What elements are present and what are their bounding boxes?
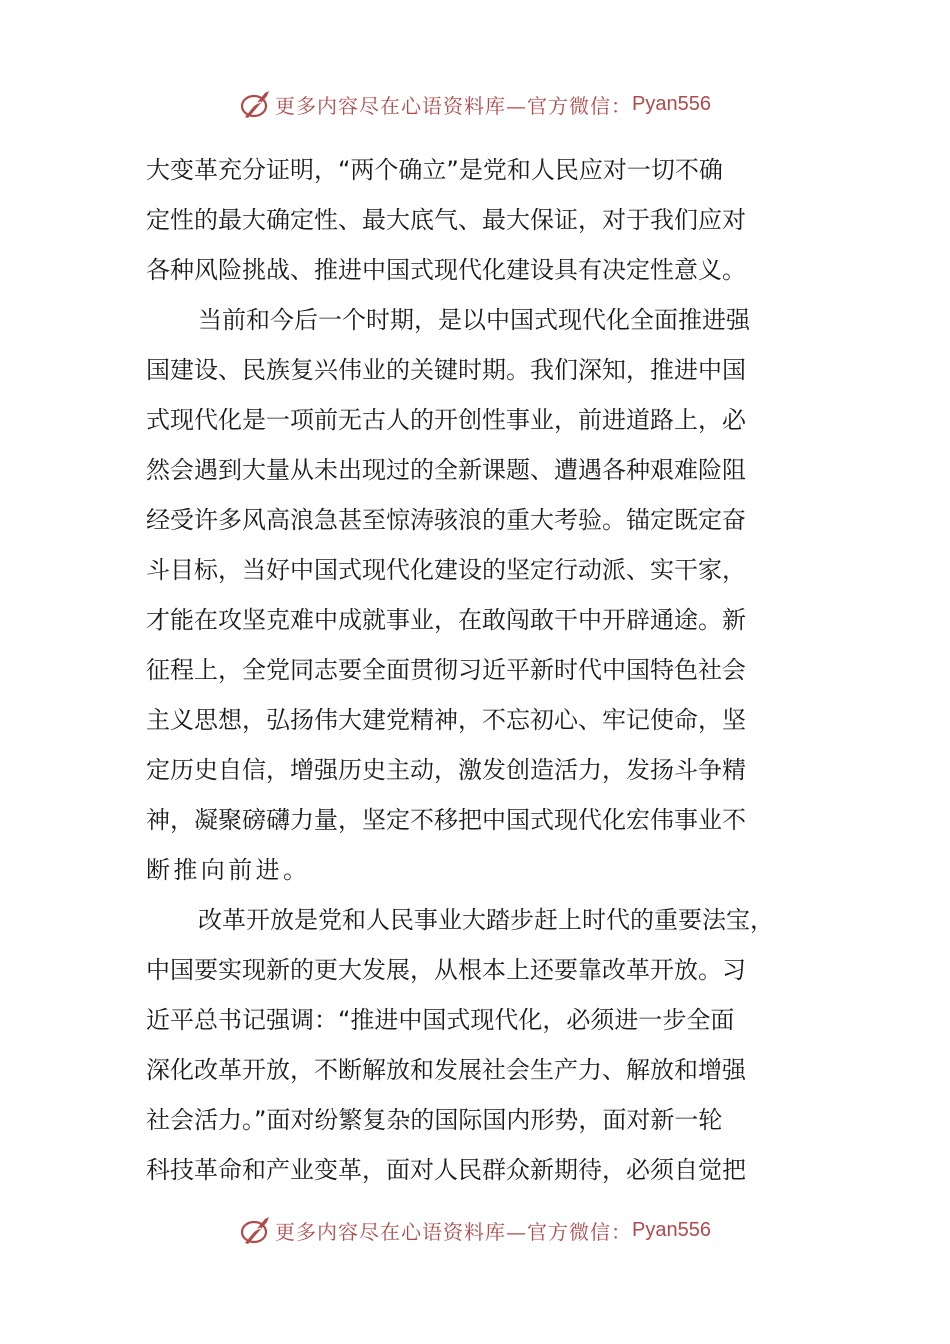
body-text-line: 各种风险挑战、推进中国式现代化建设具有决定性意义。 (146, 256, 746, 284)
body-text-line: 然会遇到大量从未出现过的全新课题、遭遇各种艰难险阻 (146, 456, 746, 484)
body-text-line: 改革开放是党和人民事业大踏步赶上时代的重要法宝， (198, 906, 774, 934)
body-text-line: 国建设、民族复兴伟业的关键时期。我们深知，推进中国 (146, 356, 746, 384)
body-text-line: 斗目标，当好中国式现代化建设的坚定行动派、实干家， (146, 556, 746, 584)
body-text-line: 大变革充分证明，“两个确立”是党和人民应对一切不确 (146, 156, 723, 184)
footer-banner-text: 更多内容尽在心语资料库—官方微信： (275, 1219, 633, 1244)
quill-pen-logo-icon (239, 87, 273, 121)
footer-wechat-id: Pyan556 (632, 1218, 711, 1241)
body-text-line: 社会活力。”面对纷繁复杂的国际国内形势，面对新一轮 (146, 1106, 723, 1134)
body-text-line: 科技革命和产业变革，面对人民群众新期待，必须自觉把 (146, 1156, 746, 1184)
body-text-line: 式现代化是一项前无古人的开创性事业，前进道路上，必 (146, 406, 746, 434)
body-text-line: 深化改革开放，不断解放和发展社会生产力、解放和增强 (146, 1056, 746, 1084)
body-text-line: 定历史自信，增强历史主动，激发创造活力，发扬斗争精 (146, 756, 746, 784)
body-text-line: 征程上，全党同志要全面贯彻习近平新时代中国特色社会 (146, 656, 746, 684)
body-text-line: 神，凝聚磅礴力量，坚定不移把中国式现代化宏伟事业不 (146, 806, 746, 834)
header-banner-text: 更多内容尽在心语资料库—官方微信： (275, 93, 633, 118)
body-text-line: 才能在攻坚克难中成就事业，在敢闯敢干中开辟通途。新 (146, 606, 746, 634)
body-text-line: 中国要实现新的更大发展，从根本上还要靠改革开放。习 (146, 956, 746, 984)
body-text-line: 近平总书记强调：“推进中国式现代化，必须进一步全面 (146, 1006, 735, 1034)
body-text-line: 经受许多风高浪急甚至惊涛骇浪的重大考验。锚定既定奋 (146, 506, 746, 534)
footer-banner (0, 1210, 950, 1250)
body-text-line: 定性的最大确定性、最大底气、最大保证，对于我们应对 (146, 206, 746, 234)
document-body (146, 145, 806, 1195)
header-wechat-id: Pyan556 (632, 92, 711, 115)
body-text-line: 主义思想，弘扬伟大建党精神，不忘初心、牢记使命，坚 (146, 706, 746, 734)
body-text-line: 当前和今后一个时期，是以中国式现代化全面推进强 (198, 306, 750, 334)
body-text-line: 断推向前进。 (146, 856, 311, 884)
quill-pen-logo-icon (239, 1213, 273, 1247)
header-banner (0, 84, 950, 124)
